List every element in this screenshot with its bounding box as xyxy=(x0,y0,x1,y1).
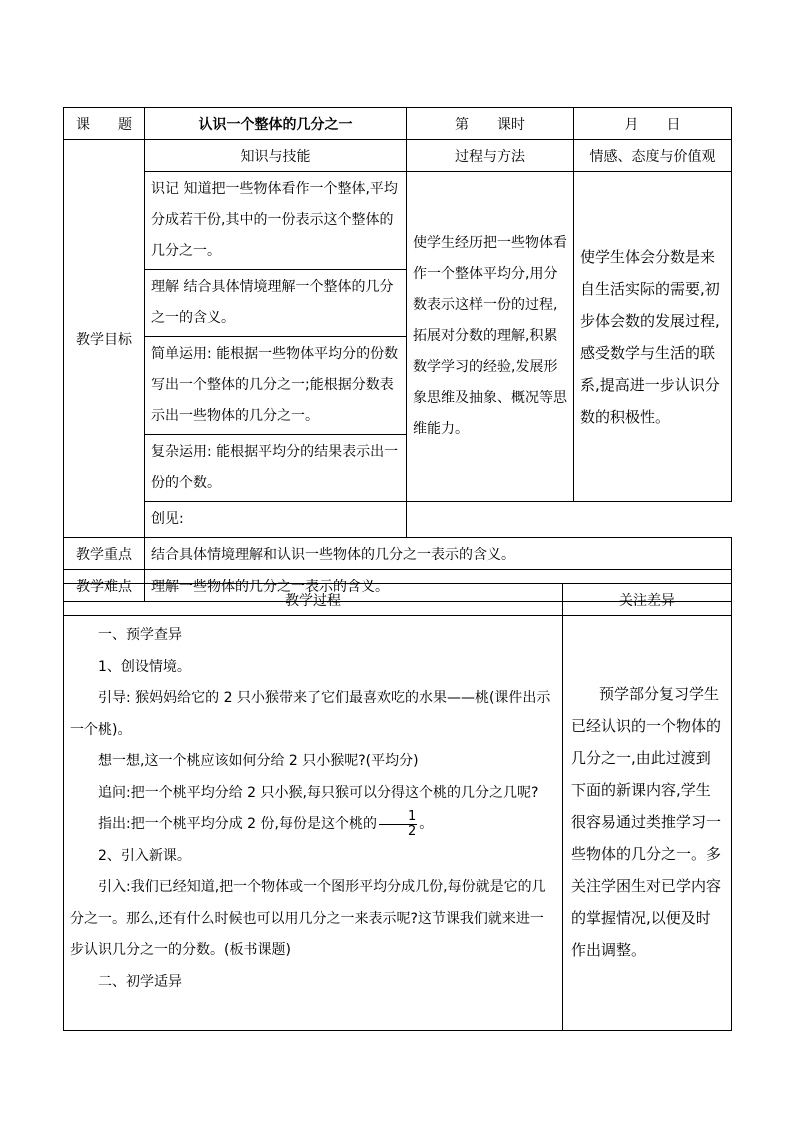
fraction-denominator: 2 xyxy=(407,823,417,839)
process-point-prefix: 指出:把一个桃平均分成 2 份,每份是这个桃的 xyxy=(98,816,377,832)
process-guide-text: 引导: 猴妈妈给它的 2 只小猴带来了它们最喜欢吃的水果——桃(课件出示一个桃)。 xyxy=(70,690,551,738)
knowledge-item-simple-apply: 简单运用: 能根据一些物体平均分的份数写出一个整体的几分之一;能根据分数表示出一些物体的几分之一。 xyxy=(145,337,407,435)
differences-note: 预学部分复习学生已经认识的一个物体的几分之一,由此过渡到下面的新课内容,学生很容易通过类推学习一些物体的几分之一。多关注学困生对已学内容的掌握情况,以便及时作出调整。 xyxy=(571,685,722,959)
process-step-new-lesson: 2、引入新课。 xyxy=(98,847,191,864)
focus-text: 结合具体情境理解和认识一些物体的几分之一表示的含义。 xyxy=(145,538,732,570)
goals-col-process: 过程与方法 xyxy=(407,140,574,172)
differences-header: 关注差异 xyxy=(563,584,732,616)
process-section-initial: 二、初学适异 xyxy=(98,973,182,990)
teaching-process-table xyxy=(63,583,732,1031)
lesson-plan-table xyxy=(63,107,732,602)
process-header: 教学过程 xyxy=(64,584,563,616)
process-think-text: 想一想,这一个桃应该如何分给 2 只小猴呢?(平均分) xyxy=(98,753,419,769)
fraction-numerator: 1 xyxy=(379,810,417,825)
period-label: 第 课时 xyxy=(407,108,574,140)
knowledge-item-memorize: 识记 知道把一些物体看作一个整体,平均分成若干份,其中的一份表示这个整体的几分之一。 xyxy=(145,172,407,270)
process-section-preview: 一、预学查异 xyxy=(98,627,182,643)
difficulty-text: 理解一些物体的几分之一表示的含义。 xyxy=(145,570,732,602)
goals-row-label: 教学目标 xyxy=(64,140,145,538)
knowledge-item-creative: 创见: xyxy=(145,502,407,538)
knowledge-item-complex-apply: 复杂运用: 能根据平均分的结果表示出一份的个数。 xyxy=(145,435,407,502)
process-content xyxy=(64,616,563,1031)
difficulty-label: 教学难点 xyxy=(64,570,145,602)
process-point-text xyxy=(70,809,556,841)
process-step-situation: 1、创设情境。 xyxy=(98,658,191,675)
course-title: 认识一个整体的几分之一 xyxy=(145,108,407,140)
fraction-one-half xyxy=(379,810,417,839)
process-question-text: 追问:把一个桃平均分给 2 只小猴,每只猴可以分得这个桃的几分之几呢? xyxy=(98,784,539,801)
goals-col-knowledge: 知识与技能 xyxy=(145,140,407,172)
differences-note-cell xyxy=(563,616,732,1031)
process-method-text: 使学生经历把一些物体看作一个整体平均分,用分数表示这样一份的过程,拓展对分数的理解,积累数学学习的经验,发展形象思维及抽象、概况等思维能力。 xyxy=(407,172,574,502)
date-label: 月 日 xyxy=(574,108,732,140)
emotion-attitude-text: 使学生体会分数是来自生活实际的需要,初步体会数的发展过程,感受数学与生活的联系,提高进一步认识分数的积极性。 xyxy=(574,172,732,502)
course-label: 课 题 xyxy=(64,108,145,140)
process-intro-text: 引入:我们已经知道,把一个物体或一个图形平均分成几份,每份就是它的几分之一。那么,还有什么时候也可以用几分之一来表示呢?这节课我们就来进一步认识几分之一的分数。(板书课题) xyxy=(70,879,546,958)
focus-label: 教学重点 xyxy=(64,538,145,570)
process-point-suffix: 。 xyxy=(419,816,434,832)
knowledge-item-understand: 理解 结合具体情境理解一个整体的几分之一的含义。 xyxy=(145,270,407,337)
goals-col-emotion: 情感、态度与价值观 xyxy=(574,140,732,172)
